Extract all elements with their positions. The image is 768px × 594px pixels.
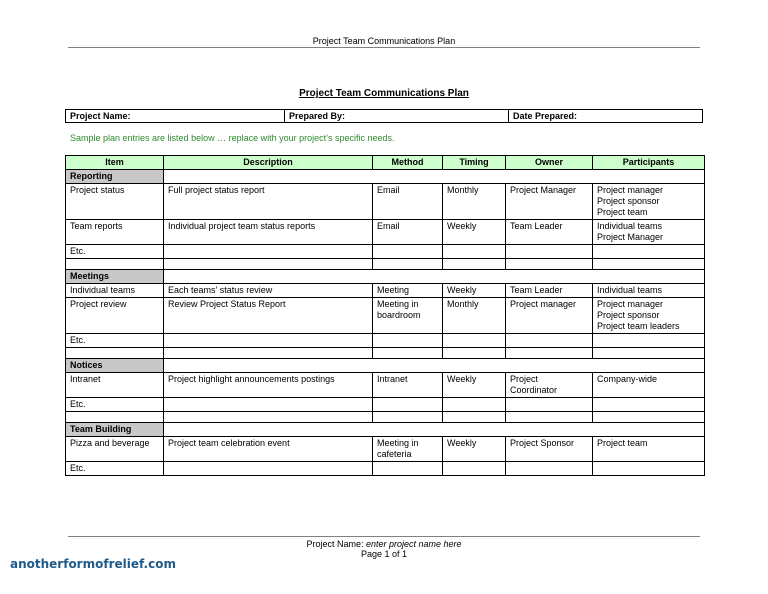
cell-owner: Team Leader bbox=[506, 220, 593, 245]
cell-description bbox=[164, 462, 373, 476]
cell-item: Etc. bbox=[66, 334, 164, 348]
cell-description bbox=[164, 245, 373, 259]
empty-cell bbox=[164, 348, 373, 359]
cell-participants bbox=[593, 334, 705, 348]
cell-method: Email bbox=[373, 184, 443, 220]
column-header-item: Item bbox=[66, 156, 164, 170]
section-label-team-building: Team Building bbox=[66, 423, 164, 437]
footer-divider bbox=[68, 536, 700, 537]
table-row bbox=[66, 334, 705, 348]
cell-timing: Monthly bbox=[443, 298, 506, 334]
cell-item: Pizza and beverage bbox=[66, 437, 164, 462]
table-row bbox=[66, 298, 705, 334]
empty-cell bbox=[506, 348, 593, 359]
cell-timing: Monthly bbox=[443, 184, 506, 220]
empty-cell bbox=[443, 412, 506, 423]
project-name-label: Project Name: bbox=[66, 110, 285, 122]
cell-description: Project highlight announcements postings bbox=[164, 373, 373, 398]
cell-description bbox=[164, 334, 373, 348]
cell-participants bbox=[593, 398, 705, 412]
table-row bbox=[66, 462, 705, 476]
empty-cell bbox=[164, 259, 373, 270]
spacer-row bbox=[66, 259, 705, 270]
cell-timing: Weekly bbox=[443, 220, 506, 245]
cell-owner bbox=[506, 398, 593, 412]
cell-description: Each teams’ status review bbox=[164, 284, 373, 298]
participant: Individual teams bbox=[597, 221, 663, 231]
cell-participants: Company-wide bbox=[593, 373, 705, 398]
participant: Project sponsor bbox=[597, 196, 660, 206]
cell-description: Full project status report bbox=[164, 184, 373, 220]
participant: Project Manager bbox=[597, 232, 664, 242]
participant: Project sponsor bbox=[597, 310, 660, 320]
cell-method: Meeting bbox=[373, 284, 443, 298]
cell-timing: Weekly bbox=[443, 284, 506, 298]
method-line: boardroom bbox=[377, 310, 421, 320]
cell-item: Intranet bbox=[66, 373, 164, 398]
table-row bbox=[66, 184, 705, 220]
empty-cell bbox=[66, 412, 164, 423]
cell-method bbox=[373, 298, 443, 334]
page-header-title: Project Team Communications Plan bbox=[312, 36, 456, 46]
participant: Project manager bbox=[597, 299, 664, 309]
empty-cell bbox=[164, 412, 373, 423]
cell-participants bbox=[593, 298, 705, 334]
header-divider bbox=[68, 47, 700, 48]
empty-cell bbox=[373, 412, 443, 423]
cell-method bbox=[373, 398, 443, 412]
empty-cell bbox=[373, 259, 443, 270]
cell-owner: Project Sponsor bbox=[506, 437, 593, 462]
cell-timing: Weekly bbox=[443, 373, 506, 398]
cell-participants: Project team bbox=[593, 437, 705, 462]
column-header-participants: Participants bbox=[593, 156, 705, 170]
table-row bbox=[66, 398, 705, 412]
watermark-text: anotherformofrelief.com bbox=[10, 557, 176, 571]
method-line: cafeteria bbox=[377, 449, 412, 459]
empty-cell bbox=[373, 348, 443, 359]
section-row bbox=[66, 423, 705, 437]
cell-method bbox=[373, 462, 443, 476]
cell-description: Individual project team status reports bbox=[164, 220, 373, 245]
cell-description bbox=[164, 398, 373, 412]
column-header-description: Description bbox=[164, 156, 373, 170]
date-prepared-label: Date Prepared: bbox=[513, 111, 578, 121]
empty-cell bbox=[593, 348, 705, 359]
footer-project-name-label: Project Name: bbox=[306, 539, 364, 549]
cell-item: Etc. bbox=[66, 462, 164, 476]
section-spacer bbox=[164, 423, 705, 437]
empty-cell bbox=[443, 348, 506, 359]
empty-cell bbox=[506, 259, 593, 270]
communications-plan-table bbox=[65, 155, 705, 476]
table-row bbox=[66, 245, 705, 259]
footer-page-number: Page 1 of 1 bbox=[360, 549, 408, 559]
section-spacer bbox=[164, 170, 705, 184]
cell-timing bbox=[443, 334, 506, 348]
cell-item: Team reports bbox=[66, 220, 164, 245]
empty-cell bbox=[66, 348, 164, 359]
cell-participants bbox=[593, 184, 705, 220]
section-spacer bbox=[164, 270, 705, 284]
prepared-by-label: Prepared By: bbox=[285, 110, 509, 122]
empty-cell bbox=[593, 412, 705, 423]
cell-method bbox=[373, 334, 443, 348]
empty-cell bbox=[506, 412, 593, 423]
cell-owner bbox=[506, 245, 593, 259]
spacer-row bbox=[66, 348, 705, 359]
cell-owner bbox=[506, 462, 593, 476]
cell-timing bbox=[443, 398, 506, 412]
cell-owner: Team Leader bbox=[506, 284, 593, 298]
table-row bbox=[66, 284, 705, 298]
project-info-box bbox=[65, 109, 703, 123]
empty-cell bbox=[593, 259, 705, 270]
footer-project-name-value: enter project name here bbox=[365, 539, 462, 549]
cell-item: Etc. bbox=[66, 245, 164, 259]
section-row bbox=[66, 270, 705, 284]
cell-owner: Project manager bbox=[506, 298, 593, 334]
column-header-method: Method bbox=[373, 156, 443, 170]
section-row bbox=[66, 359, 705, 373]
section-label-notices: Notices bbox=[66, 359, 164, 373]
section-label-reporting: Reporting bbox=[66, 170, 164, 184]
cell-method: Intranet bbox=[373, 373, 443, 398]
cell-timing: Weekly bbox=[443, 437, 506, 462]
cell-owner bbox=[506, 373, 593, 398]
owner-line: Coordinator bbox=[510, 385, 558, 395]
empty-cell bbox=[66, 259, 164, 270]
table-row bbox=[66, 437, 705, 462]
cell-participants bbox=[593, 220, 705, 245]
table-header-row bbox=[66, 156, 705, 170]
participant: Project manager bbox=[597, 185, 664, 195]
spacer-row bbox=[66, 412, 705, 423]
method-line: Meeting in bbox=[377, 438, 419, 448]
cell-item: Project review bbox=[66, 298, 164, 334]
column-header-timing: Timing bbox=[443, 156, 506, 170]
cell-description: Review Project Status Report bbox=[164, 298, 373, 334]
cell-item: Individual teams bbox=[66, 284, 164, 298]
document-title: Project Team Communications Plan bbox=[299, 88, 469, 99]
cell-method bbox=[373, 437, 443, 462]
cell-timing bbox=[443, 245, 506, 259]
section-spacer bbox=[164, 359, 705, 373]
cell-method bbox=[373, 245, 443, 259]
cell-method: Email bbox=[373, 220, 443, 245]
footer-project-name bbox=[0, 539, 768, 549]
owner-line: Project bbox=[510, 374, 539, 384]
cell-owner bbox=[506, 334, 593, 348]
cell-timing bbox=[443, 462, 506, 476]
method-line: Meeting in bbox=[377, 299, 419, 309]
cell-participants bbox=[593, 462, 705, 476]
sample-note: Sample plan entries are listed below … replace with your project’s specific needs. bbox=[70, 133, 395, 143]
cell-item: Project status bbox=[66, 184, 164, 220]
cell-participants bbox=[593, 245, 705, 259]
cell-item: Etc. bbox=[66, 398, 164, 412]
table-row bbox=[66, 220, 705, 245]
cell-participants: Individual teams bbox=[593, 284, 705, 298]
section-label-meetings: Meetings bbox=[66, 270, 164, 284]
cell-description: Project team celebration event bbox=[164, 437, 373, 462]
section-row bbox=[66, 170, 705, 184]
participant: Project team leaders bbox=[597, 321, 680, 331]
column-header-owner: Owner bbox=[506, 156, 593, 170]
empty-cell bbox=[443, 259, 506, 270]
table-row bbox=[66, 373, 705, 398]
cell-owner: Project Manager bbox=[506, 184, 593, 220]
participant: Project team bbox=[597, 207, 648, 217]
